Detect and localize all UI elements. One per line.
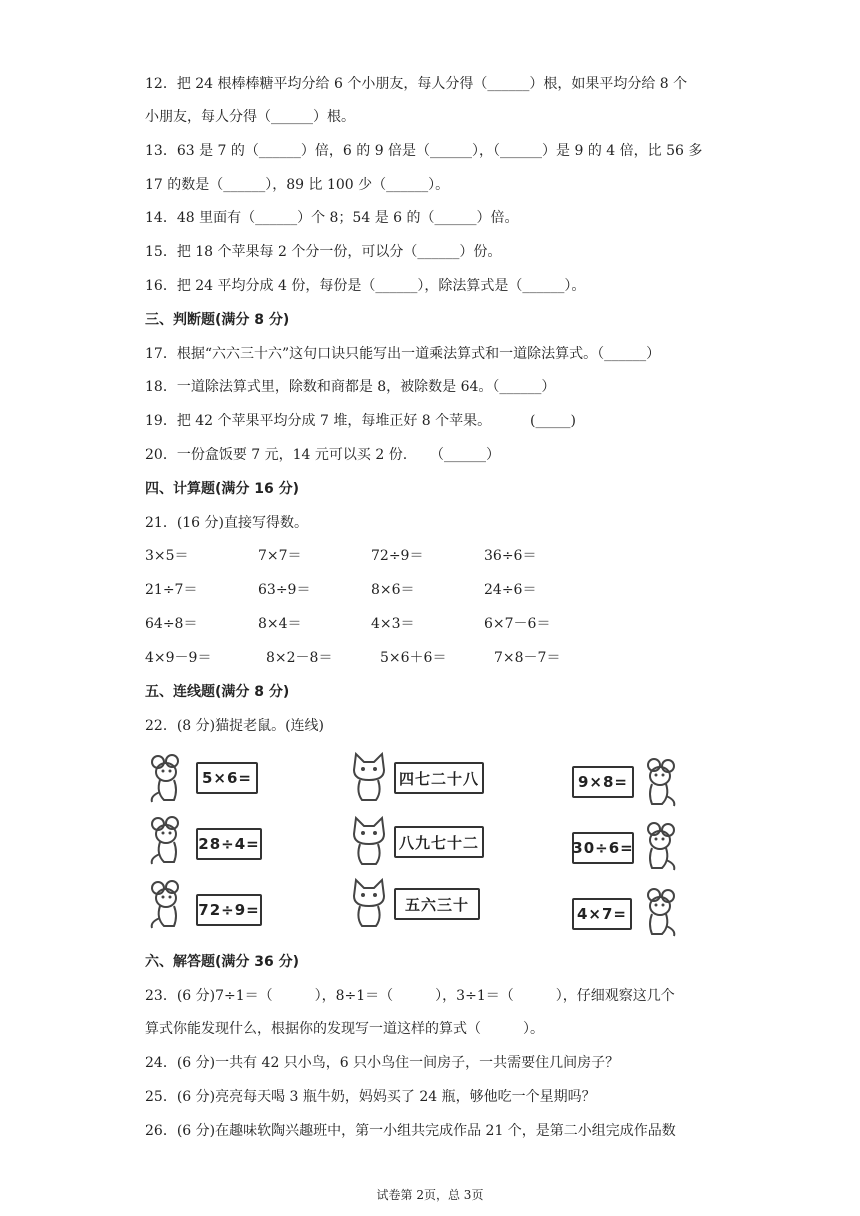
- calc-item: 64÷8＝: [145, 616, 198, 632]
- mouse-icon: [146, 878, 192, 930]
- question-26: 26．(6 分)在趣味软陶兴趣班中，第一小组共完成作品 21 个，是第二小组完成作品数: [145, 1123, 676, 1139]
- right-card-1: 9×8=: [572, 766, 634, 798]
- section-heading-matching: 五、连线题(满分 8 分): [145, 684, 290, 700]
- question-21: 21．(16 分)直接写得数。: [145, 515, 309, 531]
- question-23-line1: 23．(6 分)7÷1＝（ ），8÷1＝（ ），3÷1＝（ ），仔细观察这几个: [145, 988, 675, 1004]
- middle-card-3: 五六三十: [394, 888, 480, 920]
- question-13-line1: 13．63 是 7 的（______）倍，6 的 9 倍是（______），（______）是 9 的 4 倍，比 56 多: [145, 143, 703, 159]
- left-card-2: 28÷4=: [196, 828, 262, 860]
- section-heading-calculation: 四、计算题(满分 16 分): [145, 481, 300, 497]
- question-12-line1: 12．把 24 根棒棒糖平均分给 6 个小朋友，每人分得（______）根，如果平均分给 8 个: [145, 76, 688, 92]
- calc-item: 8×4＝: [258, 616, 302, 632]
- question-13-line2: 17 的数是（______），89 比 100 少（______）。: [145, 177, 450, 193]
- question-14: 14．48 里面有（______）个 8；54 是 6 的（______）倍。: [145, 210, 519, 226]
- calc-item: 21÷7＝: [145, 582, 198, 598]
- question-19: 19．把 42 个苹果平均分成 7 堆，每堆正好 8 个苹果。: [145, 413, 492, 429]
- calc-item: 8×6＝: [371, 582, 415, 598]
- calc-item: 8×2－8＝: [266, 650, 333, 666]
- calc-item: 3×5＝: [145, 548, 189, 564]
- page-footer: 试卷第 2页，总 3页: [376, 1188, 484, 1202]
- calc-item: 36÷6＝: [484, 548, 537, 564]
- left-card-1: 5×6=: [196, 762, 258, 794]
- calc-item: 4×3＝: [371, 616, 415, 632]
- mouse-icon: [146, 814, 192, 866]
- left-card-3: 72÷9=: [196, 894, 262, 926]
- section-heading-word-problems: 六、解答题(满分 36 分): [145, 954, 300, 970]
- calc-item: 63÷9＝: [258, 582, 311, 598]
- calc-item: 5×6＋6＝: [380, 650, 447, 666]
- calc-item: 7×8－7＝: [494, 650, 561, 666]
- question-22: 22．(8 分)猫捉老鼠。(连线): [145, 718, 325, 734]
- middle-card-1: 四七二十八: [394, 762, 484, 794]
- right-card-3: 4×7=: [572, 898, 632, 930]
- mouse-icon: [634, 756, 680, 808]
- question-17: 17．根据“六六三十六”这句口诀只能写出一道乘法算式和一道除法算式。（______）: [145, 346, 661, 362]
- calc-item: 7×7＝: [258, 548, 302, 564]
- cat-icon: [348, 814, 390, 868]
- question-23-line2: 算式你能发现什么，根据你的发现写一道这样的算式（ ）。: [145, 1021, 544, 1037]
- calc-item: 4×9－9＝: [145, 650, 212, 666]
- calc-item: 72÷9＝: [371, 548, 424, 564]
- question-19-blank: (_____): [530, 413, 576, 429]
- question-12-line2: 小朋友，每人分得（______）根。: [145, 109, 355, 125]
- cat-icon: [348, 750, 390, 804]
- mouse-icon: [634, 886, 680, 938]
- calc-item: 24÷6＝: [484, 582, 537, 598]
- question-24: 24．(6 分)一共有 42 只小鸟，6 只小鸟住一间房子，一共需要住几间房子？: [145, 1055, 620, 1071]
- cat-icon: [348, 876, 390, 930]
- calc-item: 6×7－6＝: [484, 616, 551, 632]
- question-25: 25．(6 分)亮亮每天喝 3 瓶牛奶，妈妈买了 24 瓶，够他吃一个星期吗？: [145, 1089, 596, 1105]
- mouse-icon: [634, 820, 680, 872]
- middle-card-2: 八九七十二: [394, 826, 484, 858]
- section-heading-judgement: 三、判断题(满分 8 分): [145, 312, 290, 328]
- mouse-icon: [146, 752, 192, 804]
- question-15: 15．把 18 个苹果每 2 个分一份，可以分（______）份。: [145, 244, 502, 260]
- question-16: 16．把 24 平均分成 4 份，每份是（______），除法算式是（______）。: [145, 278, 586, 294]
- question-20-blank: （______）: [430, 447, 500, 463]
- question-18: 18．一道除法算式里，除数和商都是 8，被除数是 64。（______）: [145, 379, 556, 395]
- right-card-2: 30÷6=: [572, 832, 634, 864]
- question-20: 20．一份盒饭要 7 元，14 元可以买 2 份.: [145, 447, 408, 463]
